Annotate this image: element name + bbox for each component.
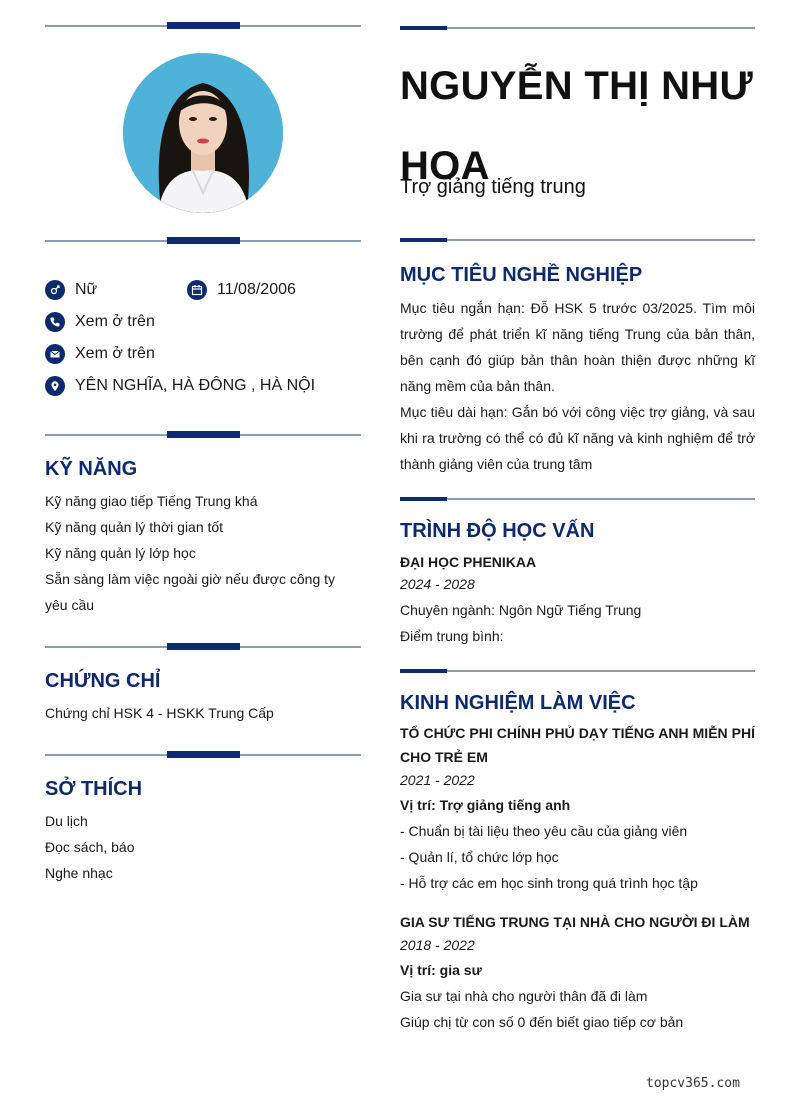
skill-item: Kỹ năng giao tiếp Tiếng Trung khá bbox=[45, 493, 258, 509]
certificate-item: Chứng chỉ HSK 4 - HSKK Trung Cấp bbox=[45, 705, 274, 721]
education-major: Chuyên ngành: Ngôn Ngữ Tiếng Trung bbox=[400, 602, 642, 618]
skills-title: KỸ NĂNG bbox=[45, 458, 138, 480]
experience-title: KINH NGHIỆM LÀM VIỆC bbox=[400, 692, 636, 714]
job-duty: - Quản lí, tổ chức lớp học bbox=[400, 849, 559, 865]
job-duty: Gia sư tại nhà cho người thân đã đi làm bbox=[400, 988, 648, 1004]
certificates-title: CHỨNG CHỈ bbox=[45, 670, 161, 692]
profile-photo bbox=[123, 53, 283, 213]
watermark: topcv365.com bbox=[646, 1076, 740, 1091]
objective-divider bbox=[400, 228, 755, 242]
hobbies-divider bbox=[45, 751, 361, 759]
candidate-name: NGUYỄN THỊ NHƯ HOA bbox=[400, 64, 753, 188]
job-position: Vị trí: Trợ giảng tiếng anh bbox=[400, 797, 571, 813]
calendar-icon bbox=[187, 280, 207, 300]
education-divider bbox=[400, 487, 755, 501]
gender-icon bbox=[45, 280, 65, 300]
gender-text: Nữ bbox=[75, 281, 98, 298]
address-text: YÊN NGHĨA, HÀ ĐÔNG , HÀ NỘI bbox=[75, 377, 316, 394]
job-duty: - Hỗ trợ các em học sinh trong quá trình học tập bbox=[400, 875, 698, 891]
candidate-role: Trợ giảng tiếng trung bbox=[400, 176, 586, 198]
education-title: TRÌNH ĐỘ HỌC VẤN bbox=[400, 520, 595, 542]
skill-item: Sẵn sàng làm việc ngoài giờ nếu được công ty yêu cầu bbox=[45, 571, 336, 613]
job-period: 2021 - 2022 bbox=[400, 772, 475, 788]
photo-divider bbox=[45, 237, 361, 245]
education-gpa: Điểm trung bình: bbox=[400, 628, 504, 644]
email-icon bbox=[45, 344, 65, 364]
objective-title: MỤC TIÊU NGHỀ NGHIỆP bbox=[400, 264, 643, 286]
phone-icon bbox=[45, 312, 65, 332]
education-school: ĐẠI HỌC PHENIKAA bbox=[400, 554, 537, 570]
job-organization: TỔ CHỨC PHI CHÍNH PHỦ DẠY TIẾNG ANH MIỄN PHÍ CHO TRẺ EM bbox=[400, 725, 755, 765]
avatar-portrait bbox=[123, 53, 283, 213]
hobby-item: Nghe nhạc bbox=[45, 865, 113, 881]
hobby-item: Du lịch bbox=[45, 813, 88, 829]
birthdate-text: 11/08/2006 bbox=[217, 281, 296, 298]
job-duty: - Chuẩn bị tài liệu theo yêu cầu của giảng viên bbox=[400, 823, 688, 839]
email-text: Xem ở trên bbox=[75, 345, 155, 362]
job-period: 2018 - 2022 bbox=[400, 937, 475, 953]
job-position: Vị trí: gia sư bbox=[400, 962, 482, 978]
job-organization: GIA SƯ TIẾNG TRUNG TẠI NHÀ CHO NGƯỜI ĐI LÀM bbox=[400, 914, 750, 930]
hobby-item: Đọc sách, báo bbox=[45, 839, 135, 855]
hobbies-title: SỞ THÍCH bbox=[45, 778, 143, 800]
location-icon bbox=[45, 376, 65, 396]
objective-long-term: Mục tiêu dài hạn: Gắn bó với công việc trợ giảng, và sau khi ra trường có thể có đủ kĩ năng và kinh nghiệm để trở thành giảng viên của trung tâm bbox=[400, 404, 755, 472]
experience-divider bbox=[400, 659, 755, 673]
top-divider-left bbox=[45, 22, 361, 30]
skill-item: Kỹ năng quản lý lớp học bbox=[45, 545, 196, 561]
top-divider-right bbox=[400, 16, 755, 30]
objective-short-term: Mục tiêu ngắn hạn: Đỗ HSK 5 trước 03/2025. Tìm môi trường để phát triển kĩ năng tiếng Trung của bản thân, bên cạnh đó giúp bản thân hoàn thiện được những kĩ năng mềm của bản thân. bbox=[400, 300, 755, 394]
certificates-divider bbox=[45, 643, 361, 651]
phone-text: Xem ở trên bbox=[75, 313, 155, 330]
education-period: 2024 - 2028 bbox=[400, 576, 475, 592]
skills-divider bbox=[45, 431, 361, 439]
job-duty: Giúp chị từ con số 0 đến biết giao tiếp cơ bản bbox=[400, 1014, 684, 1030]
skill-item: Kỹ năng quản lý thời gian tốt bbox=[45, 519, 224, 535]
